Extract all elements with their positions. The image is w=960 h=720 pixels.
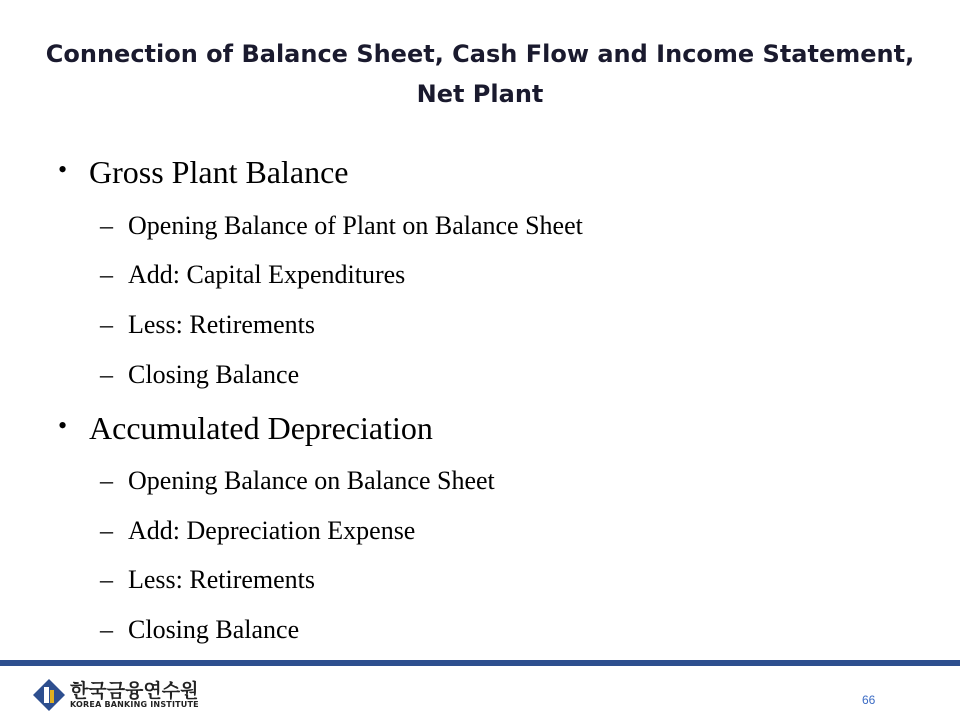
list-item-text: Add: Depreciation Expense xyxy=(128,516,416,545)
footer-divider xyxy=(0,660,960,666)
institute-logo xyxy=(32,676,212,714)
list-item-text: Closing Balance xyxy=(128,615,300,644)
section-heading-text: Accumulated Depreciation xyxy=(89,410,433,446)
list-item-text: Opening Balance on Balance Sheet xyxy=(128,466,495,495)
slide-title: Connection of Balance Sheet, Cash Flow and Income Statement, Net Plant xyxy=(45,40,915,108)
list-item xyxy=(100,564,315,596)
list-item xyxy=(100,515,415,547)
dash-symbol: – xyxy=(100,211,113,240)
list-item xyxy=(100,465,495,497)
bullet-symbol: • xyxy=(58,155,68,184)
list-item-text: Less: Retirements xyxy=(128,565,316,594)
dash-symbol: – xyxy=(100,360,113,389)
dash-symbol: – xyxy=(100,516,113,545)
list-item xyxy=(100,359,299,391)
dash-symbol: – xyxy=(100,615,113,644)
list-item-text: Less: Retirements xyxy=(128,310,316,339)
list-item-text: Add: Capital Expenditures xyxy=(128,260,406,289)
list-item-text: Closing Balance xyxy=(128,360,300,389)
list-item xyxy=(100,614,299,646)
list-item-text: Opening Balance of Plant on Balance Sheet xyxy=(128,211,583,240)
dash-symbol: – xyxy=(100,310,113,339)
logo-english-text: KOREA BANKING INSTITUTE xyxy=(70,700,199,709)
list-item xyxy=(100,309,315,341)
dash-symbol: – xyxy=(100,565,113,594)
list-item xyxy=(100,259,405,291)
dash-symbol: – xyxy=(100,260,113,289)
section-heading-text: Gross Plant Balance xyxy=(89,154,349,190)
logo-korean-text: 한국금융연수원 xyxy=(70,680,199,702)
logo-mark-icon xyxy=(32,678,66,712)
dash-symbol: – xyxy=(100,466,113,495)
list-item xyxy=(100,210,583,242)
bullet-symbol: • xyxy=(58,411,68,440)
page-number: 66 xyxy=(862,693,876,707)
